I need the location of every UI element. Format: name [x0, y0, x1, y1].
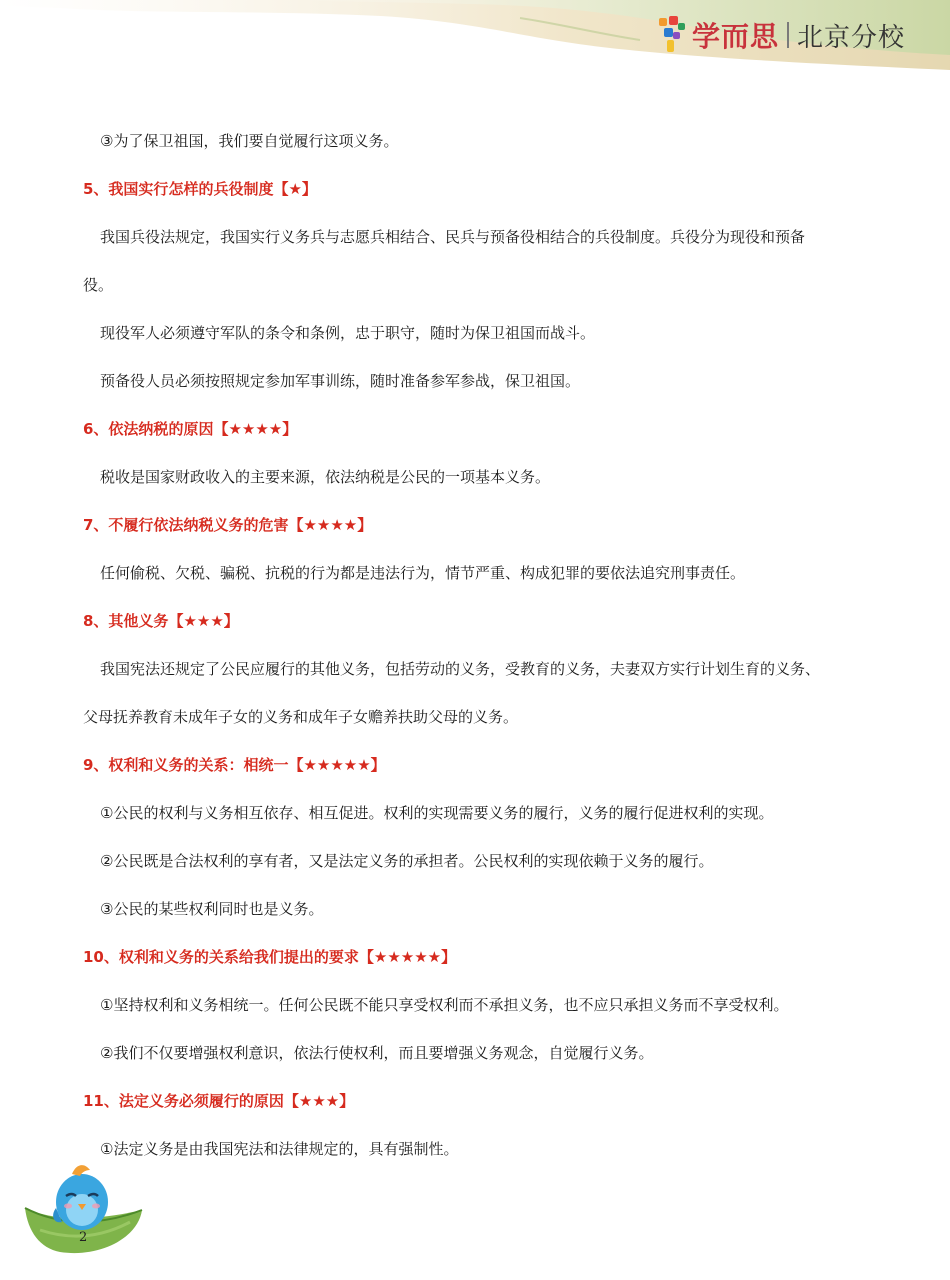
brand-logo — [658, 14, 905, 56]
paragraph: ②公民既是合法权利的享有者，又是法定义务的承担者。公民权利的实现依赖于义务的履行。 — [100, 852, 714, 870]
section-heading: 7、不履行依法纳税义务的危害【★★★★】 — [83, 516, 373, 534]
logo-campus-text: 北京分校 — [797, 22, 906, 53]
paragraph-continuation: 父母抚养教育未成年子女的义务和成年子女赡养扶助父母的义务。 — [83, 708, 519, 726]
paragraph-continuation: 役。 — [83, 276, 114, 294]
paragraph: ①法定义务是由我国宪法和法律规定的，具有强制性。 — [100, 1140, 459, 1158]
logo-brand-text: 学而思 — [692, 20, 780, 53]
paragraph: ③公民的某些权利同时也是义务。 — [100, 900, 324, 918]
section-heading: 5、我国实行怎样的兵役制度【★】 — [83, 180, 317, 198]
paragraph: ②我们不仅要增强权利意识，依法行使权利，而且要增强义务观念，自觉履行义务。 — [100, 1044, 654, 1062]
section-heading: 8、其他义务【★★★】 — [83, 612, 239, 630]
paragraph: ①公民的权利与义务相互依存、相互促进。权利的实现需要义务的履行，义务的履行促进权利的实现。 — [100, 804, 774, 822]
paragraph: 任何偷税、欠税、骗税、抗税的行为都是违法行为，情节严重、构成犯罪的要依法追究刑事责任。 — [100, 564, 746, 582]
logo-divider — [787, 22, 789, 48]
document-body — [83, 117, 883, 1173]
paragraph: 我国兵役法规定，我国实行义务兵与志愿兵相结合、民兵与预备役相结合的兵役制度。兵役分为现役和预备 — [100, 228, 806, 246]
logo-mark-icon — [658, 15, 686, 55]
paragraph: 现役军人必须遵守军队的条令和条例，忠于职守，随时为保卫祖国而战斗。 — [100, 324, 596, 342]
section-heading: 10、权利和义务的关系给我们提出的要求【★★★★★】 — [83, 948, 457, 966]
paragraph: ③为了保卫祖国，我们要自觉履行这项义务。 — [100, 132, 399, 150]
page-number: 2 — [79, 1230, 88, 1245]
bird-on-leaf-mascot — [20, 1160, 145, 1260]
paragraph: 税收是国家财政收入的主要来源，依法纳税是公民的一项基本义务。 — [100, 468, 551, 486]
section-heading: 6、依法纳税的原因【★★★★】 — [83, 420, 298, 438]
paragraph: ①坚持权利和义务相统一。任何公民既不能只享受权利而不承担义务，也不应只承担义务而不享受权利。 — [100, 996, 789, 1014]
paragraph: 预备役人员必须按照规定参加军事训练，随时准备参军参战，保卫祖国。 — [100, 372, 581, 390]
section-heading: 11、法定义务必须履行的原因【★★★】 — [83, 1092, 355, 1110]
paragraph: 我国宪法还规定了公民应履行的其他义务，包括劳动的义务，受教育的义务，夫妻双方实行计划生育的义务、 — [100, 660, 821, 678]
section-heading: 9、权利和义务的关系：相统一【★★★★★】 — [83, 756, 386, 774]
